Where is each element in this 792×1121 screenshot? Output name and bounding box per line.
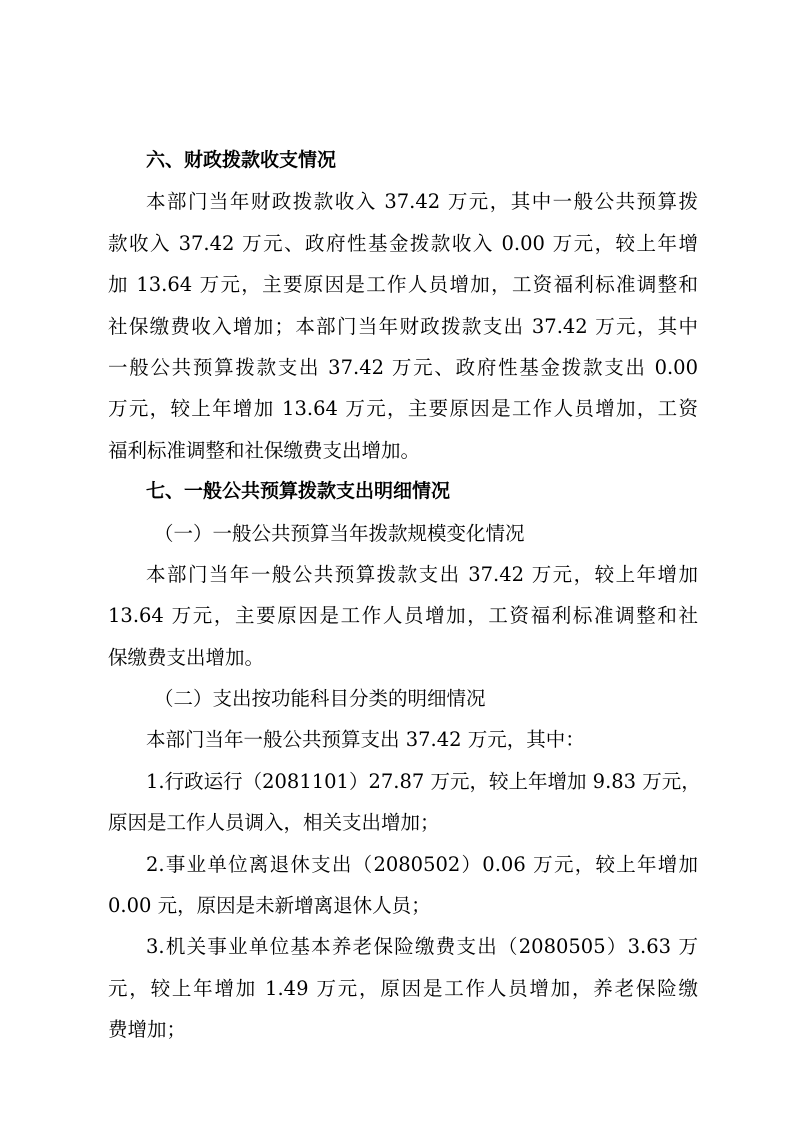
subsection-1-heading: （一）一般公共预算当年拨款规模变化情况 — [154, 521, 525, 545]
list-item-3-line: 元，较上年增加 1.49 万元，原因是工作人员增加，养老保险缴 — [108, 976, 698, 1000]
paragraph-line: 保缴费支出增加。 — [108, 645, 265, 669]
paragraph-line: 本部门当年财政拨款收入 37.42 万元，其中一般公共预算拨 — [146, 190, 698, 214]
paragraph-line: 万元，较上年增加 13.64 万元，主要原因是工作人员增加，工资 — [108, 397, 698, 421]
paragraph-line: 福利标准调整和社保缴费支出增加。 — [108, 438, 421, 462]
list-item-3-line: 3.机关事业单位基本养老保险缴费支出（2080505）3.63 万 — [146, 935, 698, 959]
list-item-2-line: 0.00 元，原因是未新增离退休人员； — [108, 894, 431, 918]
paragraph-line: 款收入 37.42 万元、政府性基金拨款收入 0.00 万元，较上年增 — [108, 231, 698, 255]
paragraph-line: 社保缴费收入增加；本部门当年财政拨款支出 37.42 万元，其中 — [108, 314, 698, 338]
list-item-3-line: 费增加； — [108, 1018, 187, 1042]
section-7-heading: 七、一般公共预算拨款支出明细情况 — [146, 480, 451, 503]
paragraph-line: 加 13.64 万元，主要原因是工作人员增加，工资福利标准调整和 — [108, 273, 698, 297]
paragraph-line: 本部门当年一般公共预算拨款支出 37.42 万元，较上年增加 — [146, 562, 698, 586]
document-page — [108, 140, 701, 1051]
paragraph-line: 一般公共预算拨款支出 37.42 万元、政府性基金拨款支出 0.00 — [108, 355, 698, 379]
paragraph-line: 本部门当年一般公共预算支出 37.42 万元，其中： — [146, 728, 585, 752]
subsection-2-heading: （二）支出按功能科目分类的明细情况 — [154, 687, 486, 711]
section-6-heading: 六、财政拨款收支情况 — [146, 149, 337, 171]
paragraph-line: 13.64 万元，主要原因是工作人员增加，工资福利标准调整和社 — [108, 604, 698, 628]
list-item-2-line: 2.事业单位离退休支出（2080502）0.06 万元，较上年增加 — [146, 852, 698, 876]
list-item-1-line: 1.行政运行（2081101）27.87 万元，较上年增加 9.83 万元， — [146, 769, 701, 793]
list-item-1-line: 原因是工作人员调入，相关支出增加； — [108, 811, 440, 835]
